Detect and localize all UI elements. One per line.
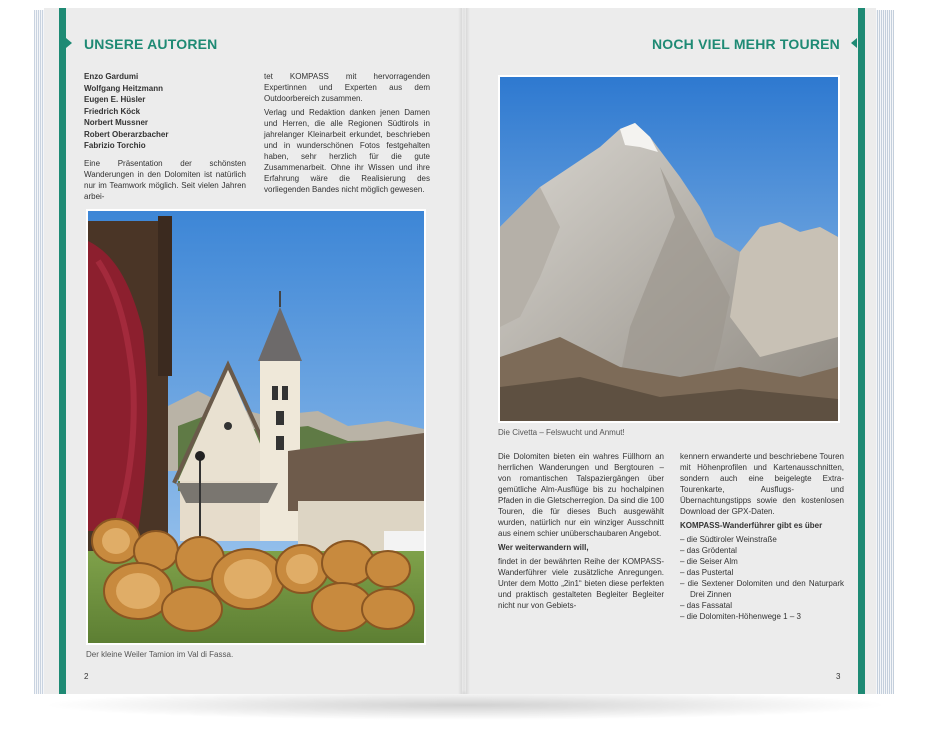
page-number-left: 2 — [84, 672, 89, 681]
author-name: Enzo Gardumi — [84, 72, 139, 81]
intro-paragraph: tet KOMPASS mit hervorragenden Expertinnen und Experten aus dem Outdoorbereich zusammen. — [264, 72, 430, 103]
author-name: Eugen E. Hüsler — [84, 95, 146, 104]
page-edges-left — [34, 10, 44, 694]
accent-stripe-left — [59, 8, 66, 694]
list-item: – das Grödental — [680, 546, 737, 555]
author-name: Wolfgang Heitzmann — [84, 83, 163, 93]
page-number-right: 3 — [836, 672, 841, 681]
page-edges-right — [876, 10, 894, 694]
author-name: Friedrich Köck — [84, 106, 141, 116]
heading-marker-right — [851, 38, 857, 48]
mountain-photo-illustration — [500, 77, 838, 421]
author-name: Robert Oberarzbacher — [84, 129, 169, 139]
list-item: – die Sextener Dolomiten und den Naturpark Drei Zinnen — [680, 579, 844, 599]
intro-text-col2 — [264, 71, 430, 198]
author-name: Norbert Mussner — [84, 118, 149, 127]
list-item: – die Seiser Alm — [680, 557, 738, 566]
book-gutter — [458, 8, 470, 694]
bold-paragraph: Wer weiterwandern will, — [498, 543, 589, 552]
mountain-photo — [498, 75, 840, 423]
mountain-photo-caption: Die Civetta – Felswucht und Anmut! — [498, 428, 625, 437]
list-item: – das Fassatal — [680, 601, 733, 610]
left-page-heading: UNSERE AUTOREN — [84, 36, 218, 52]
body-paragraph: kennern erwanderte und beschriebene Touren mit Höhenprofilen und Kartenausschnitten, sondern auch eine beigelegte Extra-Tourenkarte, Ausflugs- und Übernachtungstipps sowie den kostenlosen Download der GPX-Daten. — [680, 452, 844, 516]
accent-stripe-right — [858, 8, 865, 694]
right-text-col2 — [680, 451, 844, 622]
village-photo-caption: Der kleine Weiler Tamion im Val di Fassa. — [86, 650, 234, 659]
body-paragraph: findet in der bewährten Reihe der KOMPASS-Wanderführer viele zusätzliche Anregungen. Unter dem Motto „2in1“ bieten diese perfekten und praktisch gestalteten Begleiter Begleiter nicht nur von Gebiets- — [498, 557, 664, 610]
author-list — [84, 71, 244, 152]
village-photo — [86, 209, 426, 645]
body-paragraph: Die Dolomiten bieten ein wahres Füllhorn an herrlichen Wanderungen und Bergtouren – von romantischen Talspaziergängen über gemütliche Alm-Ausflüge bis zu hochalpinen Pfaden in die Gletscherregion. Da sind die 100 Touren, die für dieses Buch ausgewählt wurden, natürlich nur ein winziger Ausschnitt aus einem schier unüberschaubaren Angebot. — [498, 452, 664, 538]
right-page-heading: NOCH VIEL MEHR TOUREN — [651, 36, 840, 52]
author-name: Fabrizio Torchio — [84, 141, 146, 150]
right-text-col1 — [498, 451, 664, 614]
list-item: – die Südtiroler Weinstraße — [680, 535, 777, 544]
list-item: – das Pustertal — [680, 568, 734, 577]
region-list — [680, 534, 844, 622]
intro-text-col1: Eine Präsentation der schönsten Wanderungen in den Dolomiten ist natürlich nur im Teamwork möglich. Seit vielen Jahren arbei- — [84, 159, 246, 201]
book-shadow — [40, 690, 890, 720]
village-photo-illustration — [88, 211, 424, 643]
list-item: – die Dolomiten-Höhenwege 1 – 3 — [680, 612, 801, 621]
heading-marker-left — [66, 38, 72, 48]
bold-paragraph: KOMPASS-Wanderführer gibt es über — [680, 521, 823, 530]
intro-paragraph: Verlag und Redaktion danken jenen Damen und Herren, die alle Regionen Südtirols in jahrelanger Kleinarbeit erkundet, beschrieben und in wunderschönen Fotos festgehalten haben, sehr herzlich für die gute Zusammenarbeit. Ohne ihr Wissen und ihre Erfahrung wäre die Realisierung des vorliegenden Bandes nicht möglich gewesen. — [264, 108, 430, 194]
